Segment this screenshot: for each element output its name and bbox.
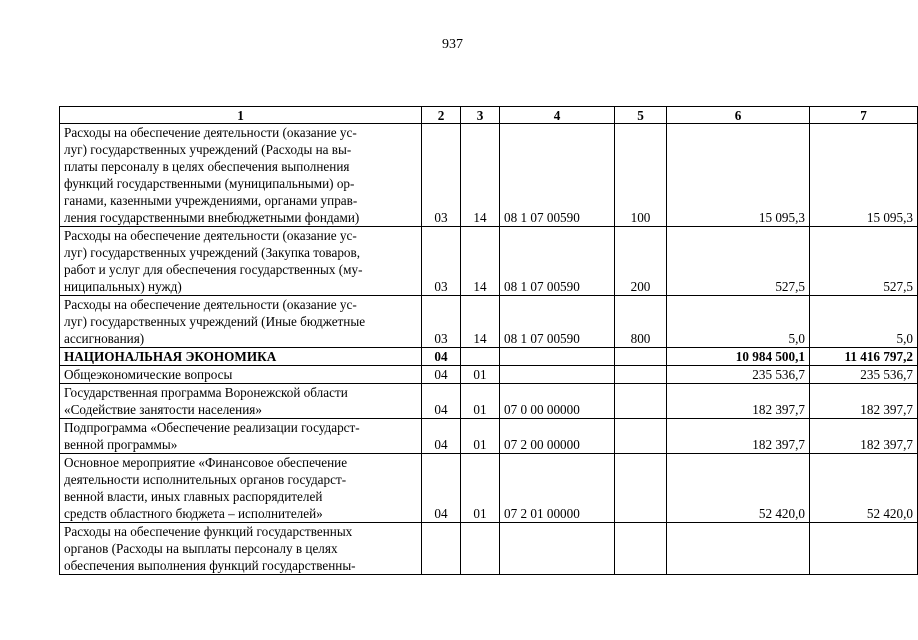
row-name-line: средств областного бюджета – исполнителей»: [64, 506, 323, 521]
amount-year-2: 235 536,7: [810, 366, 918, 384]
header-col-5: 5: [615, 107, 667, 124]
header-col-3: 3: [461, 107, 500, 124]
row-name: [60, 348, 422, 366]
row-name: [60, 124, 422, 227]
target-article-code: 07 2 00 00000: [500, 419, 615, 454]
expense-type-code: 800: [615, 296, 667, 348]
row-name-line: деятельности исполнительных органов государст-: [64, 472, 347, 487]
target-article-code: 07 2 01 00000: [500, 454, 615, 523]
row-name: [60, 296, 422, 348]
subsection-code: 01: [461, 419, 500, 454]
header-row: [60, 107, 918, 124]
table-row: [60, 296, 918, 348]
table-row: [60, 454, 918, 523]
amount-year-1: 182 397,7: [667, 384, 810, 419]
row-name: [60, 454, 422, 523]
row-name-line: работ и услуг для обеспечения государственных (му-: [64, 262, 363, 277]
row-name-line: венной программы»: [64, 437, 178, 452]
row-name-line: НАЦИОНАЛЬНАЯ ЭКОНОМИКА: [64, 349, 277, 364]
table-row: [60, 348, 918, 366]
row-name-line: ниципальных) нужд): [64, 279, 182, 294]
amount-year-1: 235 536,7: [667, 366, 810, 384]
amount-year-1: [667, 523, 810, 575]
expense-type-code: [615, 384, 667, 419]
row-name-line: Основное мероприятие «Финансовое обеспечение: [64, 455, 348, 470]
amount-year-1: 527,5: [667, 227, 810, 296]
row-name-line: Подпрограмма «Обеспечение реализации государст-: [64, 420, 360, 435]
expense-type-code: [615, 366, 667, 384]
row-name: [60, 384, 422, 419]
row-name-line: Расходы на обеспечение функций государственных: [64, 524, 353, 539]
expense-type-code: 200: [615, 227, 667, 296]
row-name-line: Расходы на обеспечение деятельности (оказание ус-: [64, 228, 357, 243]
row-name-line: обеспечения выполнения функций государственны-: [64, 558, 356, 573]
subsection-code: [461, 523, 500, 575]
target-article-code: 08 1 07 00590: [500, 227, 615, 296]
row-name-line: органов (Расходы на выплаты персоналу в целях: [64, 541, 338, 556]
amount-year-2: [810, 523, 918, 575]
target-article-code: [500, 366, 615, 384]
target-article-code: 08 1 07 00590: [500, 296, 615, 348]
amount-year-2: 527,5: [810, 227, 918, 296]
row-name-line: Расходы на обеспечение деятельности (оказание ус-: [64, 125, 357, 140]
expense-type-code: [615, 419, 667, 454]
amount-year-2: 182 397,7: [810, 384, 918, 419]
table-row: [60, 227, 918, 296]
header-col-4: 4: [500, 107, 615, 124]
target-article-code: 08 1 07 00590: [500, 124, 615, 227]
row-name-line: луг) государственных учреждений (Расходы на вы-: [64, 142, 352, 157]
row-name-line: луг) государственных учреждений (Иные бюджетные: [64, 314, 366, 329]
table-row: [60, 384, 918, 419]
section-code: 03: [422, 227, 461, 296]
section-code: [422, 523, 461, 575]
section-code: 04: [422, 454, 461, 523]
subsection-code: 14: [461, 227, 500, 296]
expense-type-code: [615, 454, 667, 523]
row-name: [60, 366, 422, 384]
header-col-1: 1: [60, 107, 422, 124]
section-code: 04: [422, 348, 461, 366]
row-name-line: венной власти, иных главных распорядителей: [64, 489, 323, 504]
subsection-code: 01: [461, 366, 500, 384]
row-name-line: «Содействие занятости населения»: [64, 402, 262, 417]
header-col-7: 7: [810, 107, 918, 124]
amount-year-1: 52 420,0: [667, 454, 810, 523]
amount-year-1: 182 397,7: [667, 419, 810, 454]
table-row: [60, 366, 918, 384]
table-row: [60, 419, 918, 454]
header-col-2: 2: [422, 107, 461, 124]
amount-year-1: 10 984 500,1: [667, 348, 810, 366]
amount-year-2: 11 416 797,2: [810, 348, 918, 366]
row-name-line: Государственная программа Воронежской области: [64, 385, 348, 400]
subsection-code: 01: [461, 384, 500, 419]
row-name: [60, 523, 422, 575]
subsection-code: 14: [461, 124, 500, 227]
row-name-line: Общеэкономические вопросы: [64, 367, 233, 382]
amount-year-2: 52 420,0: [810, 454, 918, 523]
subsection-code: 01: [461, 454, 500, 523]
section-code: 03: [422, 296, 461, 348]
subsection-code: 14: [461, 296, 500, 348]
target-article-code: [500, 348, 615, 366]
row-name: [60, 419, 422, 454]
row-name: [60, 227, 422, 296]
table-row: [60, 124, 918, 227]
section-code: 04: [422, 419, 461, 454]
row-name-line: функций государственными (муниципальными) ор-: [64, 176, 355, 191]
budget-table: [59, 106, 918, 575]
amount-year-1: 5,0: [667, 296, 810, 348]
section-code: 03: [422, 124, 461, 227]
header-col-6: 6: [667, 107, 810, 124]
amount-year-2: 15 095,3: [810, 124, 918, 227]
expense-type-code: [615, 523, 667, 575]
row-name-line: ганами, казенными учреждениями, органами управ-: [64, 193, 358, 208]
section-code: 04: [422, 366, 461, 384]
amount-year-2: 5,0: [810, 296, 918, 348]
table-header: [60, 107, 918, 124]
expense-type-code: [615, 348, 667, 366]
row-name-line: Расходы на обеспечение деятельности (оказание ус-: [64, 297, 357, 312]
expense-type-code: 100: [615, 124, 667, 227]
target-article-code: [500, 523, 615, 575]
amount-year-2: 182 397,7: [810, 419, 918, 454]
row-name-line: ления государственными внебюджетными фондами): [64, 210, 360, 225]
row-name-line: платы персоналу в целях обеспечения выполнения: [64, 159, 350, 174]
table-row: [60, 523, 918, 575]
subsection-code: [461, 348, 500, 366]
table-body: [60, 124, 918, 575]
section-code: 04: [422, 384, 461, 419]
target-article-code: 07 0 00 00000: [500, 384, 615, 419]
page-number: 937: [442, 37, 463, 52]
amount-year-1: 15 095,3: [667, 124, 810, 227]
row-name-line: ассигнования): [64, 331, 145, 346]
row-name-line: луг) государственных учреждений (Закупка товаров,: [64, 245, 361, 260]
